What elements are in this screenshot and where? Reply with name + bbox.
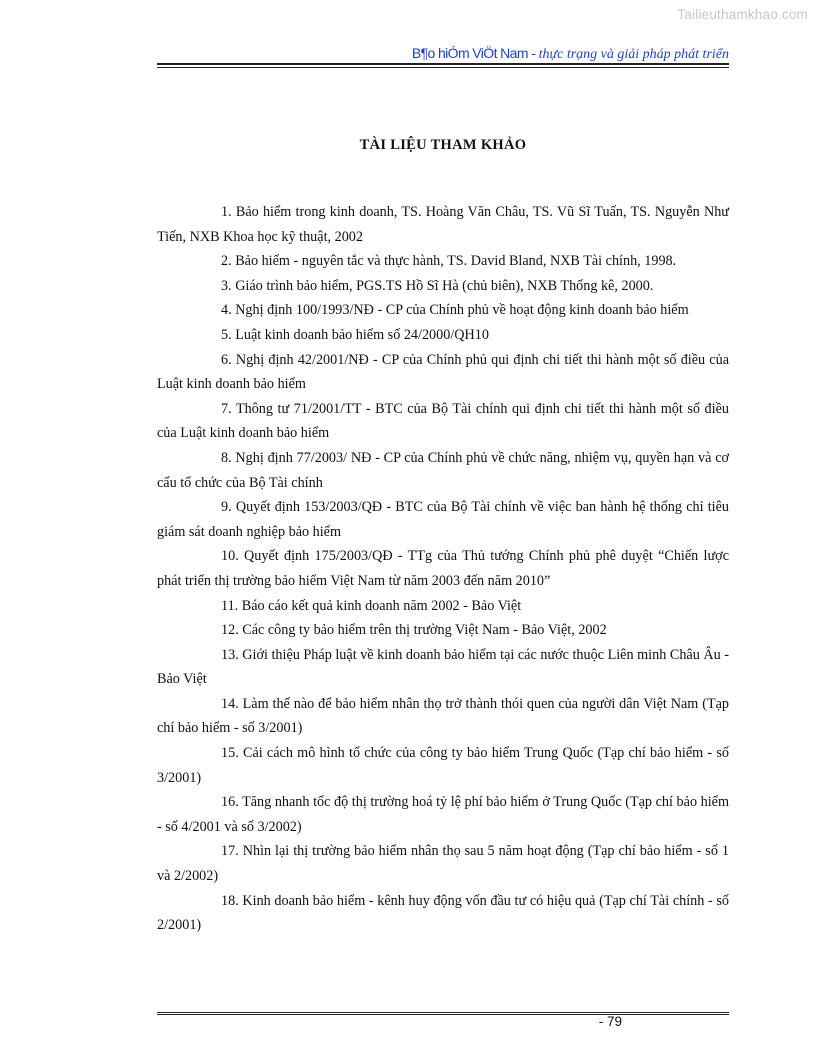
list-item: 1. Bảo hiểm trong kinh doanh, TS. Hoàng Văn Châu, TS. Vũ Sĩ Tuấn, TS. Nguyễn Như Tiến, NXB Khoa học kỹ thuật, 2002	[157, 204, 729, 245]
header-subtitle: thực trạng và giải pháp phát triển	[538, 47, 729, 62]
header-separator: -	[527, 45, 539, 61]
header-title: B¶o hiÓm ViÖt Nam	[411, 45, 528, 61]
list-item: 6. Nghị định 42/2001/NĐ - CP của Chính phủ qui định chi tiết thi hành một số điều của Luật kinh doanh bảo hiểm	[157, 351, 729, 393]
list-item: 9. Quyết định 153/2003/QĐ - BTC của Bộ Tài chính về việc ban hành hệ thống chỉ tiêu giám sát doanh nghiệp bảo hiểm	[157, 499, 729, 540]
list-item: 13. Giới thiệu Pháp luật về kinh doanh bảo hiểm tại các nước thuộc Liên minh Châu Âu - Bảo Việt	[157, 646, 729, 688]
list-item: 17. Nhìn lại thị trường bảo hiểm nhân thọ sau 5 năm hoạt động (Tạp chí bảo hiểm - số 1 và 2/2002)	[157, 843, 729, 885]
list-item: 8. Nghị định 77/2003/ NĐ - CP của Chính phủ về chức năng, nhiệm vụ, quyền hạn và cơ cấu tổ chức của Bộ Tài chính	[157, 449, 729, 491]
reference-list	[157, 200, 729, 938]
list-item: 11. Báo cáo kết quả kinh doanh năm 2002 - Bảo Việt	[221, 597, 522, 614]
page-title: TÀI LIỆU THAM KHẢO	[359, 137, 527, 153]
list-item: 3. Giáo trình bảo hiểm, PGS.TS Hồ Sĩ Hà (chủ biên), NXB Thống kê, 2000.	[221, 277, 654, 294]
list-item: 7. Thông tư 71/2001/TT - BTC của Bộ Tài chính qui định chi tiết thi hành một số điều của Luật kinh doanh bảo hiểm	[157, 400, 729, 442]
list-item: 15. Cải cách mô hình tổ chức của công ty bảo hiểm Trung Quốc (Tạp chí bảo hiểm - số 3/2001)	[157, 745, 729, 786]
list-item: 4. Nghị định 100/1993/NĐ - CP của Chính phủ về hoạt động kinh doanh bảo hiểm	[221, 302, 689, 319]
list-item: 12. Các công ty bảo hiểm trên thị trường Việt Nam - Bảo Việt, 2002	[221, 622, 607, 639]
list-item: 10. Quyết định 175/2003/QĐ - TTg của Thủ tướng Chính phủ phê duyệt “Chiến lược phát triển thị trường bảo hiểm Việt Nam từ năm 2003 đến năm 2010”	[157, 548, 729, 589]
page-number: - 79	[598, 1014, 622, 1029]
watermark-text: Tailieuthamkhao.com	[677, 7, 808, 22]
list-item: 5. Luật kinh doanh bảo hiểm số 24/2000/QH10	[221, 326, 489, 343]
list-item: 16. Tăng nhanh tốc độ thị trường hoá tỷ lệ phí bảo hiểm ở Trung Quốc (Tạp chí bảo hiểm - số 4/2001 và số 3/2002)	[157, 794, 729, 835]
list-item: 14. Làm thế nào để bảo hiểm nhân thọ trở thành thói quen của người dân Việt Nam (Tạp chí bảo hiểm - số 3/2001)	[157, 695, 729, 737]
header-divider	[157, 63, 729, 68]
list-item: 2. Bảo hiểm - nguyên tắc và thực hành, TS. David Bland, NXB Tài chính, 1998.	[221, 253, 677, 270]
running-header	[157, 44, 729, 64]
list-item: 18. Kinh doanh bảo hiểm - kênh huy động vốn đầu tư có hiệu quả (Tạp chí Tài chính - số 2/2001)	[157, 892, 729, 934]
